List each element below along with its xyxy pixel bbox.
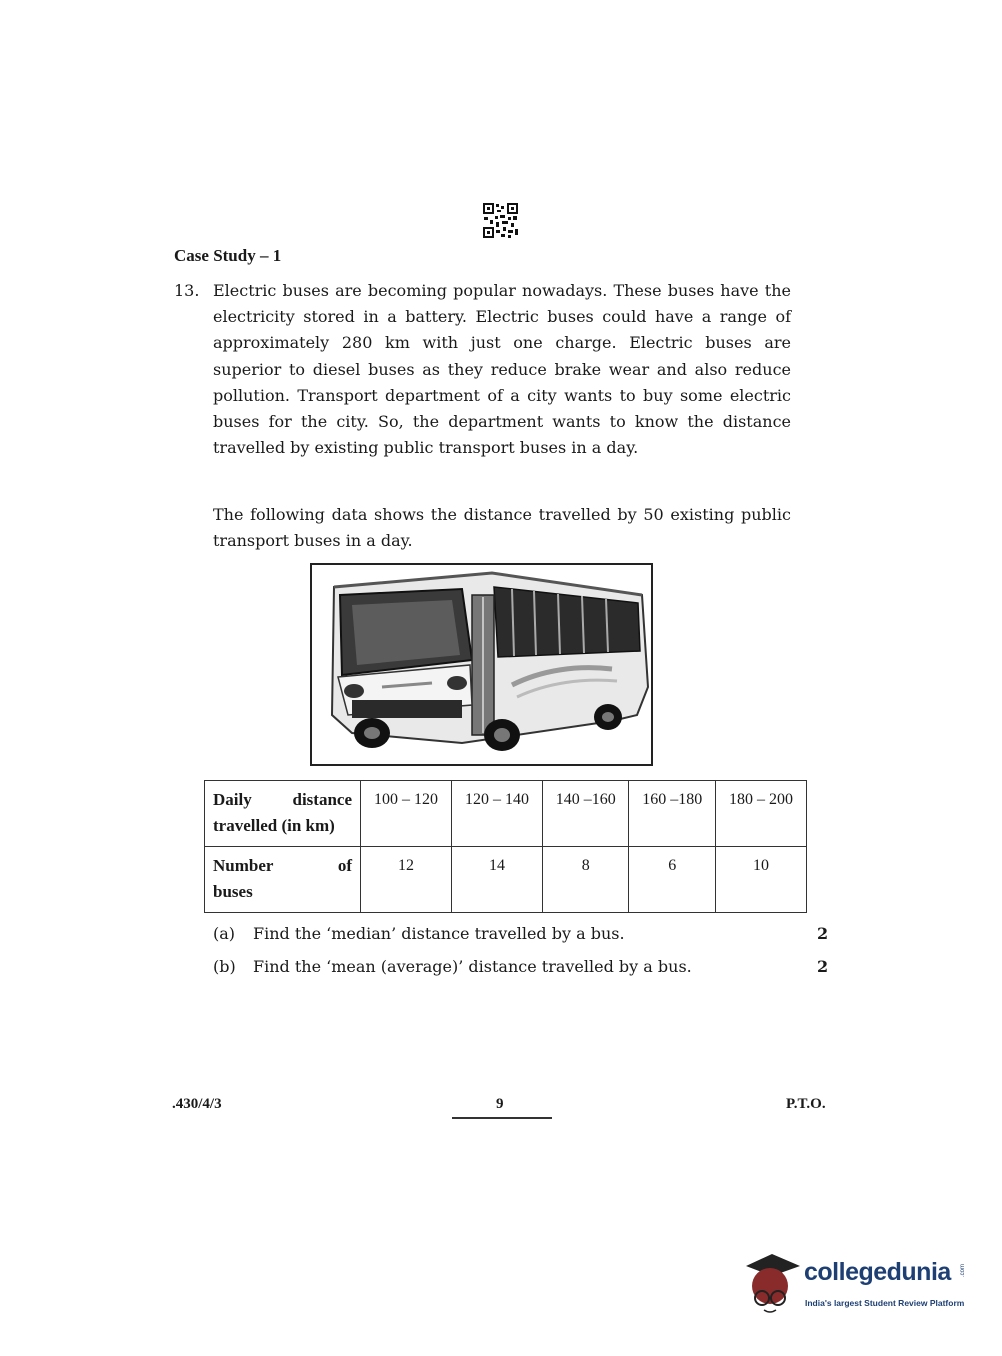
page-number-underline (452, 1117, 552, 1119)
table-cell-count: 14 (451, 847, 542, 913)
table-header-distance: Daily distance travelled (in km) (205, 781, 361, 847)
table-cell-count: 8 (542, 847, 629, 913)
subquestion-b (213, 957, 692, 976)
table-cell-count: 12 (361, 847, 452, 913)
subquestion-text: Find the ‘mean (average)’ distance travelled by a bus. (253, 957, 692, 976)
table-cell-count: 6 (629, 847, 716, 913)
qr-code-icon (482, 202, 519, 239)
table-header-buses: Number of buses (205, 847, 361, 913)
table-row-buses (205, 847, 807, 913)
question-number: 13. (174, 281, 200, 300)
question-paragraph-1: Electric buses are becoming popular nowadays. These buses have the electricity stored in a battery. Electric buses could have a range of approximately 280 km with just one charge. Electric buses are superior to diesel buses as they reduce brake wear and also reduce pollution. Transport department of a city wants to buy some electric buses for the city. So, the department wants to know the distance travelled by existing public transport buses in a day. (213, 281, 791, 458)
table-cell-range: 160 –180 (629, 781, 716, 847)
page-number: 9 (496, 1096, 504, 1112)
brand-name: collegedunia (804, 1258, 951, 1286)
subquestion-label: (b) (213, 957, 236, 976)
subquestion-label: (a) (213, 924, 236, 943)
paper-code: .430/4/3 (172, 1096, 222, 1112)
brand-tagline: India's largest Student Review Platform (805, 1298, 965, 1308)
subquestion-text: Find the ‘median’ distance travelled by a bus. (253, 924, 625, 943)
bus-photo (310, 563, 653, 766)
table-cell-range: 120 – 140 (451, 781, 542, 847)
brand-suffix: .com (960, 1264, 966, 1278)
subquestion-marks: 2 (817, 957, 829, 976)
table-cell-range: 140 –160 (542, 781, 629, 847)
distance-table (204, 780, 807, 913)
pto-label: P.T.O. (786, 1096, 826, 1112)
table-cell-range: 100 – 120 (361, 781, 452, 847)
subquestion-a (213, 924, 625, 943)
case-study-title: Case Study – 1 (174, 246, 282, 265)
bus-illustration (312, 565, 651, 764)
subquestion-marks: 2 (817, 924, 829, 943)
table-cell-count: 10 (715, 847, 806, 913)
table-cell-range: 180 – 200 (715, 781, 806, 847)
question-paragraph-2: The following data shows the distance travelled by 50 existing public transport buses in a day. (213, 505, 791, 551)
table-row-distance (205, 781, 807, 847)
